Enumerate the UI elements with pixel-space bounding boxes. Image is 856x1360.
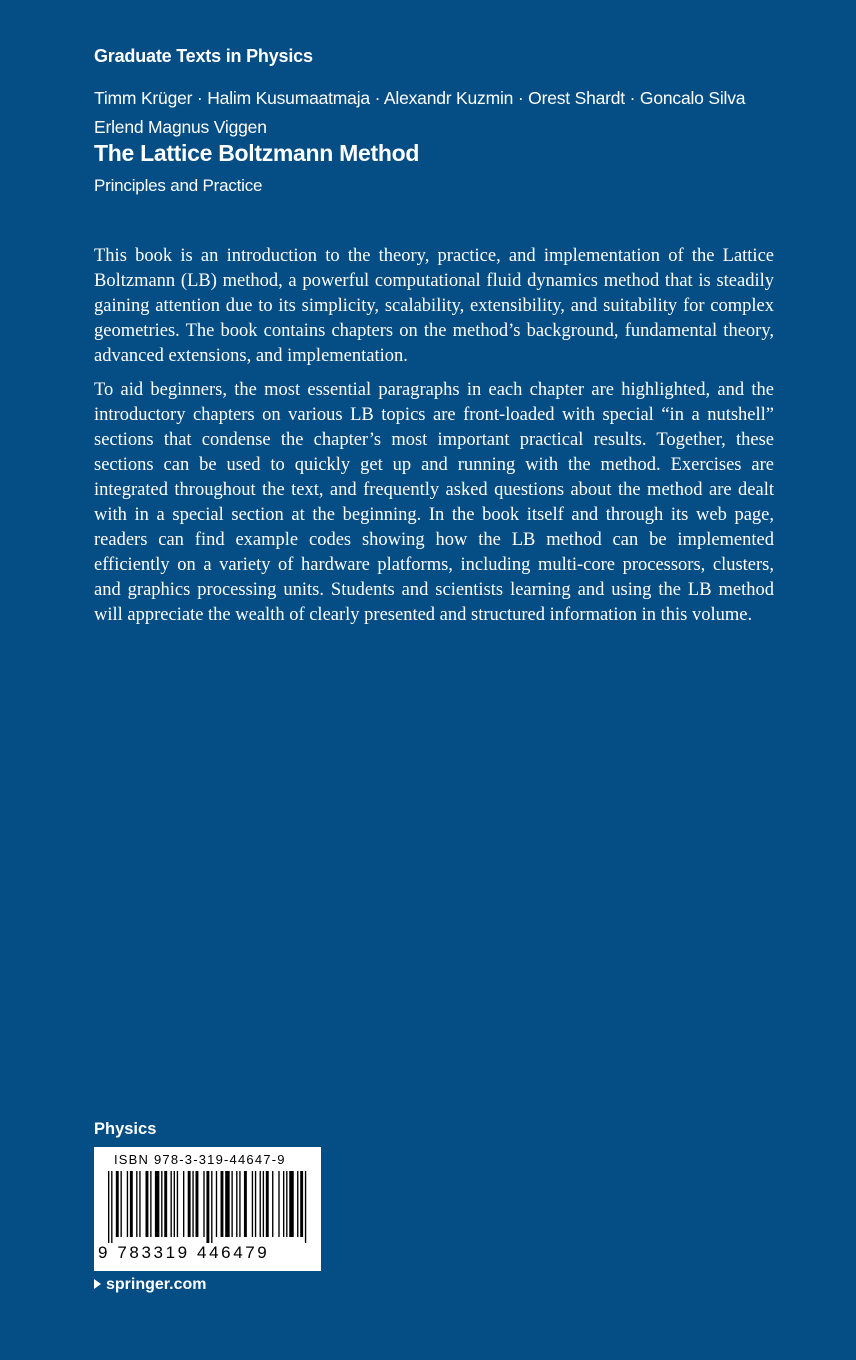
barcode-bar [283, 1171, 284, 1237]
barcode-bar [130, 1171, 133, 1237]
isbn-barcode [94, 1147, 321, 1271]
barcode-bar [231, 1171, 232, 1237]
barcode-bar [171, 1171, 172, 1237]
book-description [94, 244, 774, 637]
barcode-bar [146, 1171, 149, 1237]
barcode-bar [136, 1171, 137, 1237]
publisher-website [94, 1276, 206, 1294]
description-paragraph-2: To aid beginners, the most essential paragraphs in each chapter are highlighted, and the introductory chapters on various LB topics are front-loaded with special “in a nutshell” sections that condense the chapter’s most important practical results. Together, these sections can be used to quickly get up and running with the method. Exercises are integrated throughout the text, and frequently asked questions about the method are dealt with in a special section at the beginning. In the book itself and through its web page, readers can find example codes showing how the LB method can be implemented efficiently on a variety of hardware platforms, including multi-core processors, clusters, and graphics processing units. Students and scientists learning and using the LB method will appreciate the wealth of clearly presented and structured information in this volume. [94, 380, 774, 625]
author-line-2: Erlend Magnus Viggen [94, 117, 267, 137]
barcode-bar [221, 1171, 224, 1237]
barcode-bar [266, 1171, 269, 1237]
barcode-bar [255, 1171, 256, 1237]
arrow-icon [94, 1279, 101, 1289]
barcode-bar [263, 1171, 264, 1237]
subject-category: Physics [94, 1120, 157, 1138]
barcode-bar [225, 1171, 229, 1237]
barcode-bar [305, 1171, 306, 1243]
author-line-1: Timm Krüger · Halim Kusumaatmaja · Alexandr Kuzmin · Orest Shardt · Goncalo Silva [94, 88, 746, 108]
website-label: springer.com [106, 1276, 207, 1293]
barcode-bar [252, 1171, 253, 1237]
barcode-bar [239, 1171, 240, 1237]
barcode-bar [150, 1171, 151, 1237]
barcode-bar [188, 1171, 191, 1237]
barcode-bar [192, 1171, 193, 1237]
barcode-bar [278, 1171, 279, 1237]
barcode-bar [300, 1171, 303, 1237]
barcode-bar [127, 1171, 128, 1237]
barcode-bar [260, 1171, 261, 1237]
barcode-bars [108, 1171, 308, 1243]
barcode-bar [177, 1171, 178, 1237]
barcode-bar [272, 1171, 273, 1237]
barcode-bar [216, 1171, 217, 1237]
barcode-bar [236, 1171, 237, 1237]
barcode-bar [183, 1171, 184, 1237]
barcode-bar [139, 1171, 140, 1237]
barcode-bar [174, 1171, 175, 1237]
barcode-bar [203, 1171, 204, 1237]
barcode-bar [297, 1171, 298, 1237]
description-paragraph-1: This book is an introduction to the theory, practice, and implementation of the Lattice Boltzmann (LB) method, a powerful computational fluid dynamics method that is steadily gaining attention due to its simplicity, scalability, extensibility, and suitability for complex geometries. The book contains chapters on the method’s background, fundamental theory, advanced extensions, and implementation. [94, 246, 774, 366]
book-title: The Lattice Boltzmann Method [94, 140, 420, 166]
barcode-bar [116, 1171, 119, 1237]
barcode-digits: 9 783319 446479 [98, 1243, 270, 1262]
barcode-bar [196, 1171, 199, 1237]
barcode-bar [111, 1171, 112, 1243]
barcode-bar [289, 1171, 293, 1237]
barcode-bar [161, 1171, 162, 1237]
barcode-bar [286, 1171, 287, 1237]
barcode-bar [121, 1171, 122, 1237]
barcode-bar [211, 1171, 212, 1243]
book-subtitle: Principles and Practice [94, 176, 263, 195]
isbn-number: ISBN 978-3-319-44647-9 [114, 1152, 286, 1167]
barcode-bar [108, 1171, 109, 1243]
author-list [94, 84, 754, 142]
series-name: Graduate Texts in Physics [94, 46, 313, 66]
barcode-bar [155, 1171, 159, 1237]
barcode-bar [164, 1171, 167, 1237]
barcode-bar [244, 1171, 247, 1237]
barcode-bar [206, 1171, 209, 1243]
